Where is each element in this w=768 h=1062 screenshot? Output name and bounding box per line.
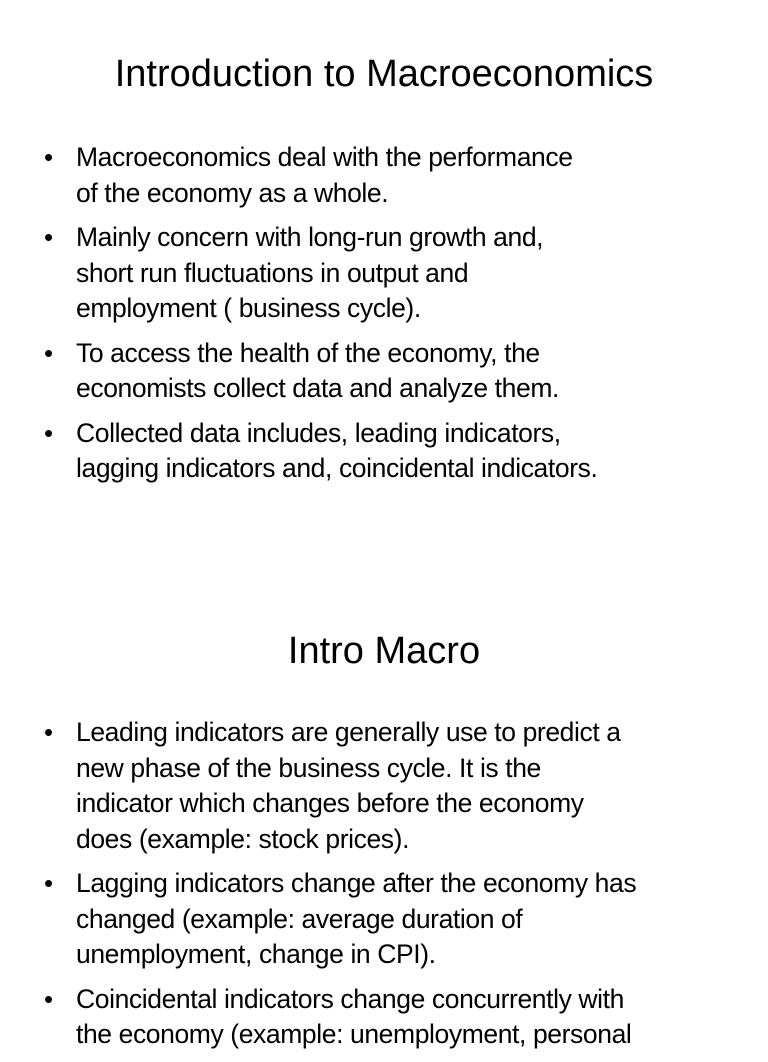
- bullet-dot-icon: •: [44, 717, 53, 747]
- bullet-text-line: Macroeconomics deal with the performance: [76, 142, 573, 172]
- slide-2: [0, 576, 768, 1049]
- bullet-text-line: Lagging indicators change after the economy has: [76, 868, 637, 898]
- bullet-text-line: Mainly concern with long-run growth and,: [76, 222, 544, 252]
- bullet-text-line: Leading indicators are generally use to predict a: [76, 717, 621, 747]
- bullet-dot-icon: •: [44, 222, 53, 252]
- bullet-item: [0, 220, 768, 327]
- bullet-text-line: To access the health of the economy, the: [76, 337, 540, 368]
- bullet-dot-icon: •: [44, 983, 53, 1014]
- bullet-text-line: economists collect data and analyze them.: [76, 373, 559, 403]
- bullet-dot-icon: •: [44, 868, 53, 898]
- bullet-item: [0, 982, 768, 1053]
- bullet-item: [0, 866, 768, 973]
- bullet-text-line: new phase of the business cycle. It is the: [76, 752, 541, 783]
- bullet-text-line: does (example: stock prices).: [76, 823, 410, 854]
- bullet-text-line: employment ( business cycle).: [76, 293, 421, 323]
- bullet-item: [0, 140, 768, 211]
- bullet-text-line: the economy (example: unemployment, personal: [76, 1019, 632, 1049]
- bullet-text-line: short run fluctuations in output and: [76, 257, 469, 288]
- bullet-dot-icon: •: [44, 337, 53, 368]
- bullet-text-line: unemployment, change in CPI).: [76, 939, 436, 969]
- slide-title: Intro Macro: [287, 630, 481, 672]
- slide-title: Introduction to Macroeconomics: [114, 53, 654, 95]
- bullet-text-line: lagging indicators and, coincidental indicators.: [76, 453, 598, 483]
- bullet-item: [0, 336, 768, 407]
- bullet-text-line: changed (example: average duration of: [76, 903, 523, 934]
- bullet-dot-icon: •: [44, 417, 53, 448]
- bullet-text-line: Collected data includes, leading indicators,: [76, 417, 561, 448]
- bullet-item: [0, 715, 768, 857]
- bullet-list: [0, 715, 768, 1062]
- bullet-list: [0, 140, 768, 496]
- bullet-text-line: Coincidental indicators change concurrently with: [76, 983, 624, 1014]
- bullet-text-line: indicator which changes before the economy: [76, 788, 584, 818]
- bullet-text-line: of the economy as a whole.: [76, 177, 389, 208]
- bullet-item: [0, 416, 768, 487]
- bullet-dot-icon: •: [44, 142, 53, 172]
